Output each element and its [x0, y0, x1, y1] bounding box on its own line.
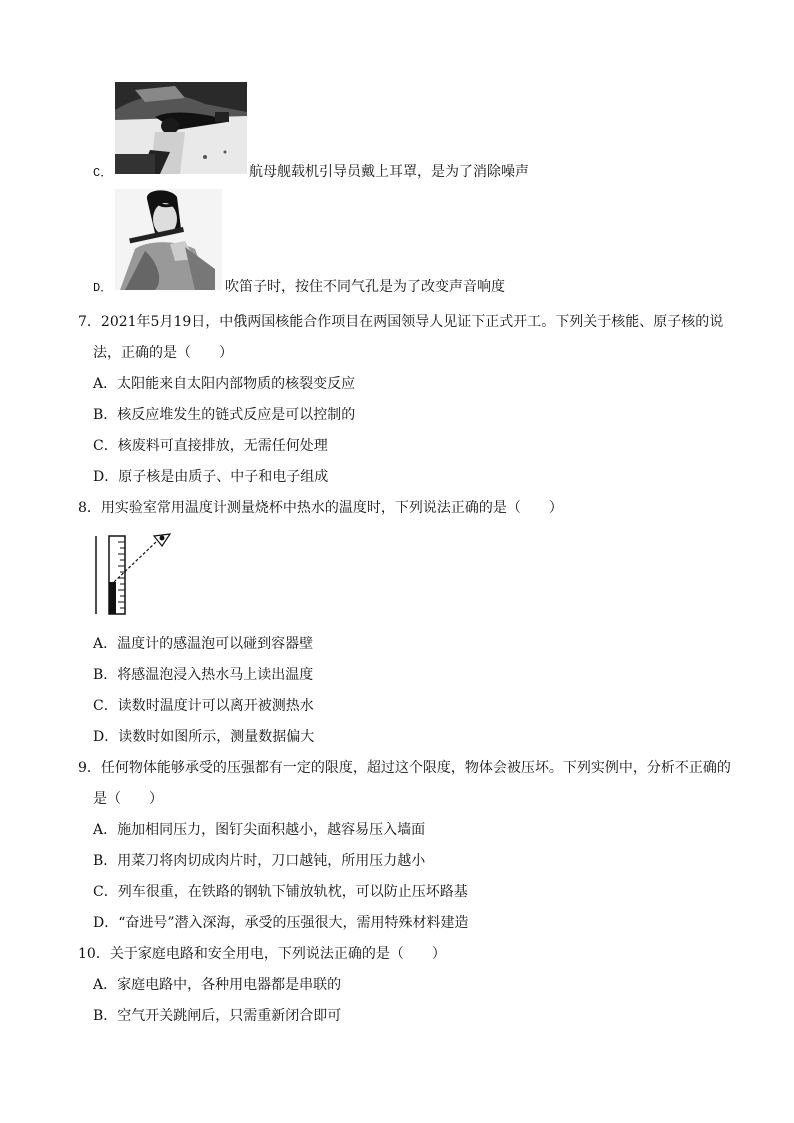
- q7-option-a: A．太阳能来自太阳内部物质的核裂变反应: [93, 376, 356, 392]
- q10-stem: 10．关于家庭电路和安全用电，下列说法正确的是（ ）: [78, 946, 446, 962]
- carrier-director-photo: [115, 82, 247, 174]
- flute-player-photo: [115, 189, 222, 290]
- q10-option-a: A．家庭电路中，各种用电器都是串联的: [93, 977, 342, 993]
- q8-option-d: D．读数时如图所示，测量数据偏大: [93, 729, 315, 745]
- q7-option-d: D．原子核是由质子、中子和电子组成: [93, 469, 329, 485]
- q9-stem-line2: 是（ ）: [93, 791, 163, 807]
- q8-stem: 8．用实验室常用温度计测量烧杯中热水的温度时，下列说法正确的是（ ）: [78, 500, 563, 516]
- q8-option-a: A．温度计的感温泡可以碰到容器壁: [93, 636, 314, 652]
- thermometer-diagram: [92, 530, 174, 616]
- q8-option-b: B．将感温泡浸入热水马上读出温度: [93, 667, 314, 683]
- q7-option-c: C．核废料可直接排放，无需任何处理: [93, 438, 328, 454]
- q8-option-c: C．读数时温度计可以离开被测热水: [93, 698, 314, 714]
- q9-option-a: A．施加相同压力，图钉尖面积越小，越容易压入墙面: [93, 822, 426, 838]
- q7-stem-line2: 法，正确的是（ ）: [93, 345, 233, 361]
- q9-stem-line1: 9．任何物体能够承受的压强都有一定的限度，超过这个限度，物体会被压坏。下列实例中，分析不正确的: [78, 760, 731, 776]
- option-label: C．: [93, 166, 113, 180]
- q6-option-d-text: 吹笛子时，按住不同气孔是为了改变声音响度: [225, 279, 505, 295]
- option-label: D．: [93, 281, 113, 295]
- q6-option-c-text: 航母舰载机引导员戴上耳罩，是为了消除噪声: [249, 164, 529, 180]
- q7-stem-line1: 7．2021年5月19日，中俄两国核能合作项目在两国领导人见证下正式开工。下列关于核能、原子核的说: [78, 314, 724, 330]
- q10-option-b: B．空气开关跳闸后，只需重新闭合即可: [93, 1008, 342, 1024]
- q9-option-b: B．用菜刀将肉切成肉片时，刀口越钝，所用压力越小: [93, 853, 426, 869]
- q7-option-b: B．核反应堆发生的链式反应是可以控制的: [93, 407, 356, 423]
- q6-option-c: [93, 162, 112, 183]
- q9-option-d: D．“奋进号”潜入深海，承受的压强很大，需用特殊材料建造: [93, 915, 469, 931]
- q9-option-c: C．列车很重，在铁路的钢轨下铺放轨枕，可以防止压坏路基: [93, 884, 468, 900]
- q6-option-d: [93, 277, 112, 298]
